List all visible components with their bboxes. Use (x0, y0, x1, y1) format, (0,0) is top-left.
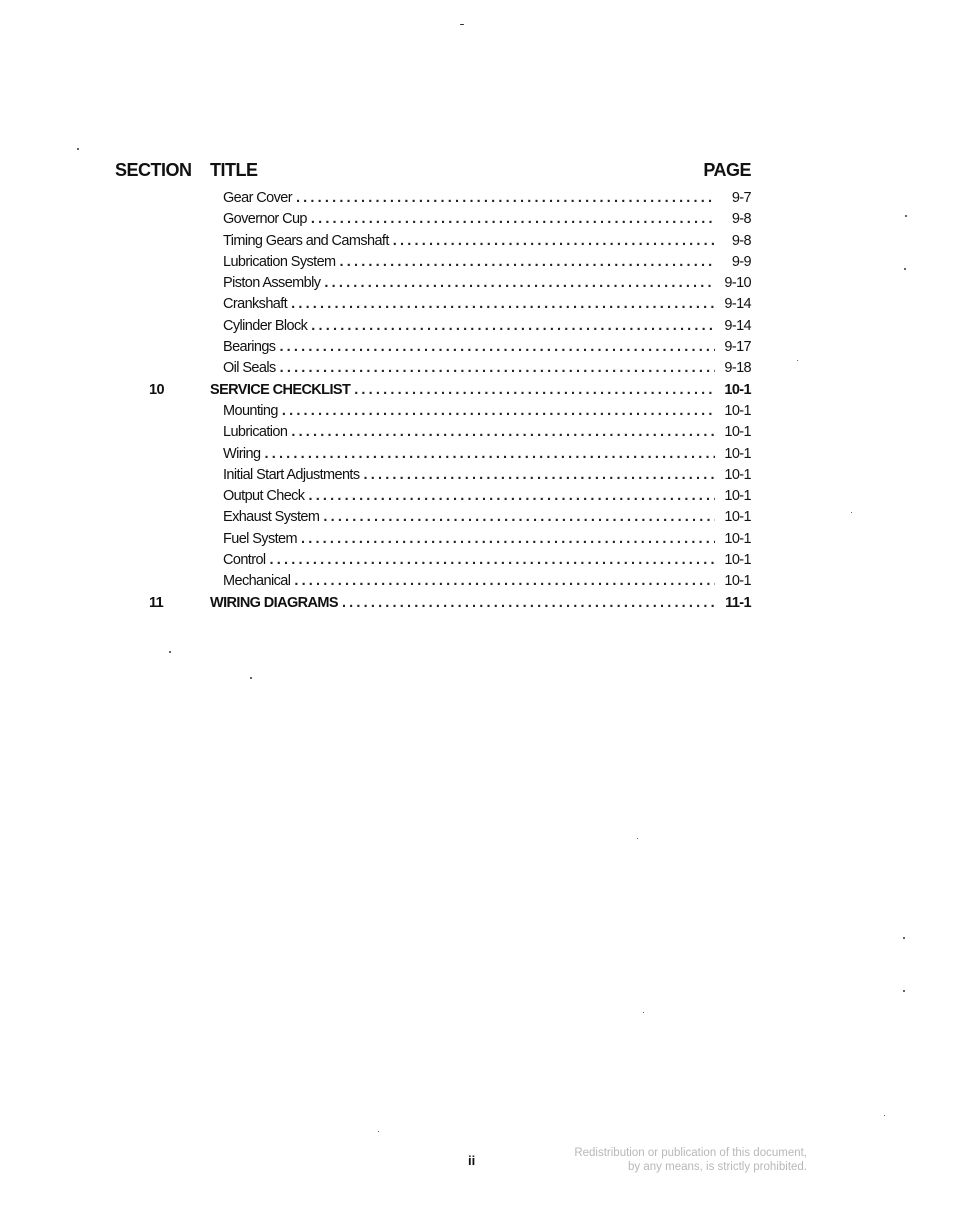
toc-row (0, 231, 955, 252)
toc-entry-title: Crankshaft (223, 296, 288, 313)
toc-row (0, 550, 955, 571)
leader-dots (301, 531, 715, 547)
toc-entry-page: 10-1 (724, 573, 751, 590)
toc-section-number: 11 (149, 594, 164, 611)
toc-section-title: SERVICE CHECKLIST (210, 381, 351, 398)
toc-row (0, 294, 955, 315)
leader-dots (323, 509, 715, 525)
toc-entry-title: Mounting (223, 402, 278, 419)
toc-entry-page: 9-9 (731, 253, 751, 270)
toc-entry-title: Cylinder Block (223, 317, 308, 334)
toc-row (0, 444, 955, 465)
leader-dots (279, 339, 715, 355)
leader-dots (291, 296, 715, 312)
leader-dots (291, 424, 715, 440)
leader-dots (340, 254, 715, 270)
toc-row (0, 273, 955, 294)
toc-row (0, 507, 955, 528)
toc-section-row (0, 593, 955, 614)
toc-row (0, 529, 955, 550)
page-number: ii (468, 1153, 476, 1168)
toc-entry-title: Exhaust System (223, 509, 320, 526)
leader-dots (280, 360, 715, 376)
leader-dots (354, 382, 715, 398)
scan-speck (904, 268, 906, 270)
scan-speck (797, 360, 798, 361)
scan-speck (169, 651, 171, 653)
leader-dots (308, 488, 715, 504)
toc-entry-page: 11-1 (725, 594, 751, 611)
toc-entry-page: 10-1 (724, 466, 751, 483)
toc-entry-title: Initial Start Adjustments (223, 466, 360, 483)
toc-entry-title: Governor Cup (223, 211, 307, 228)
toc-entry-page: 9-10 (724, 275, 751, 292)
leader-dots (265, 446, 716, 462)
toc-entry-page: 10-1 (724, 530, 751, 547)
scan-speck (378, 1131, 379, 1132)
copyright-notice (574, 1146, 807, 1174)
toc-entry-page: 9-17 (724, 339, 751, 356)
toc-entry-page: 9-14 (724, 317, 751, 334)
toc-entry-title: Wiring (223, 445, 261, 462)
scan-speck (884, 1115, 885, 1116)
leader-dots (311, 318, 715, 334)
toc-entry-title: Lubrication (223, 424, 288, 441)
toc-entry-title: Control (223, 552, 266, 569)
toc-entry-title: Mechanical (223, 573, 291, 590)
toc-row (0, 571, 955, 592)
scan-speck (851, 512, 852, 513)
toc-section-row (0, 380, 955, 401)
toc-row (0, 422, 955, 443)
header-title: TITLE (210, 160, 258, 180)
toc-entry-page: 9-8 (731, 232, 751, 249)
toc-entry-page: 9-14 (724, 296, 751, 313)
toc-entry-page: 9-18 (724, 360, 751, 377)
toc-entry-page: 9-7 (731, 190, 751, 206)
scan-speck (905, 215, 907, 217)
scan-speck (460, 24, 464, 25)
scan-speck (250, 677, 252, 679)
leader-dots (296, 190, 715, 206)
toc-entry-title: Timing Gears and Camshaft (223, 232, 389, 249)
toc-entry-page: 9-8 (731, 211, 751, 228)
leader-dots (364, 467, 715, 483)
toc-section-title: WIRING DIAGRAMS (210, 594, 338, 611)
scan-speck (903, 990, 905, 992)
header-page: PAGE (703, 160, 751, 180)
toc-row (0, 401, 955, 422)
notice-line-1: Redistribution or publication of this document, (574, 1147, 807, 1159)
toc-entry-title: Output Check (223, 488, 305, 505)
toc-row (0, 209, 955, 230)
notice-line-2: by any means, is strictly prohibited. (628, 1161, 807, 1173)
toc-entry-page: 10-1 (724, 402, 751, 419)
toc-entry-title: Lubrication System (223, 253, 336, 270)
leader-dots (282, 403, 715, 419)
leader-dots (294, 573, 715, 589)
leader-dots (393, 233, 715, 249)
toc-row (0, 316, 955, 337)
scan-speck (643, 1012, 644, 1013)
leader-dots (311, 211, 715, 227)
header-section: SECTION (115, 160, 192, 180)
toc-entry-title: Gear Cover (223, 190, 292, 206)
toc-row (0, 337, 955, 358)
toc-entry-title: Fuel System (223, 530, 297, 547)
toc-entry-page: 10-1 (724, 381, 751, 398)
toc-entry-title: Oil Seals (223, 360, 276, 377)
toc-entry-page: 10-1 (724, 488, 751, 505)
leader-dots (342, 595, 715, 611)
scan-speck (77, 148, 79, 150)
toc-row (0, 252, 955, 273)
toc-entry-page: 10-1 (724, 552, 751, 569)
leader-dots (324, 275, 715, 291)
scan-speck (637, 838, 638, 839)
toc-section-number: 10 (149, 381, 164, 398)
toc-entry-page: 10-1 (724, 509, 751, 526)
scan-speck (903, 937, 905, 939)
leader-dots (270, 552, 715, 568)
toc-row (0, 486, 955, 507)
toc-row (0, 188, 955, 209)
toc-row (0, 465, 955, 486)
table-of-contents (0, 188, 955, 614)
toc-entry-title: Piston Assembly (223, 275, 321, 292)
toc-entry-page: 10-1 (724, 424, 751, 441)
toc-entry-title: Bearings (223, 339, 276, 356)
toc-entry-page: 10-1 (724, 445, 751, 462)
toc-row (0, 358, 955, 379)
